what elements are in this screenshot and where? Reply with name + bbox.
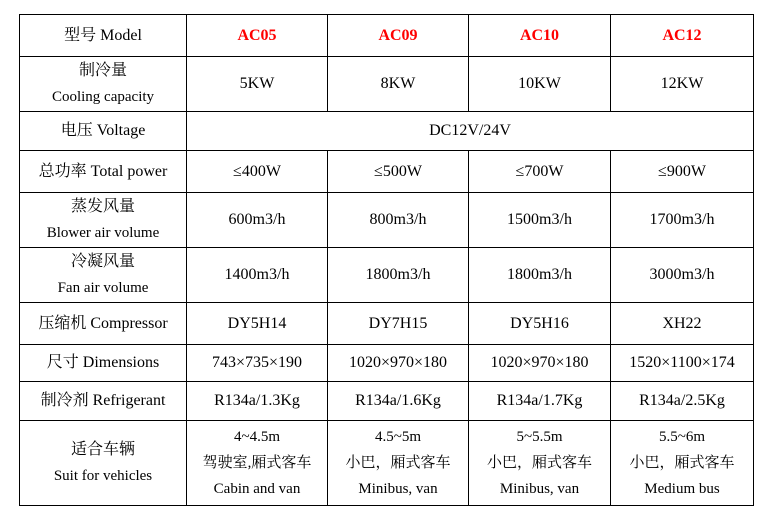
- dimensions-value-ac12: 1520×1100×174: [611, 345, 754, 382]
- power-value-ac12: ≤900W: [611, 151, 754, 193]
- cooling-row-label: [20, 57, 187, 112]
- vehicle-type-zh: 小巴，厢式客车: [486, 455, 592, 471]
- vehicle-size: 5~5.5m: [516, 429, 563, 445]
- vehicles-cell-ac10: [469, 421, 611, 506]
- compressor-row-label: 压缩机 Compressor: [20, 303, 187, 345]
- model-header-ac09: AC09: [328, 15, 469, 57]
- vehicles-cell-ac05: [187, 421, 328, 506]
- fan-value-ac05: 1400m3/h: [187, 248, 328, 303]
- dimensions-value-ac09: 1020×970×180: [328, 345, 469, 382]
- vehicle-type-en: Medium bus: [644, 481, 720, 497]
- dimensions-value-ac05: 743×735×190: [187, 345, 328, 382]
- table-row-voltage: [20, 112, 754, 151]
- cooling-value-ac10: 10KW: [469, 57, 611, 112]
- blower-row-label: [20, 193, 187, 248]
- fan-value-ac09: 1800m3/h: [328, 248, 469, 303]
- vehicle-type-zh: 小巴，厢式客车: [345, 455, 451, 471]
- vehicles-cell-ac09: [328, 421, 469, 506]
- power-value-ac05: ≤400W: [187, 151, 328, 193]
- table-row-suit-for-vehicles: [20, 421, 754, 506]
- voltage-row-label: 电压 Voltage: [20, 112, 187, 151]
- table-row-refrigerant: [20, 382, 754, 421]
- cooling-label-zh: 制冷量: [78, 62, 127, 79]
- table-row-cooling-capacity: [20, 57, 754, 112]
- vehicle-type-en: Minibus, van: [499, 481, 580, 497]
- vehicles-label-zh: 适合车辆: [70, 441, 135, 458]
- vehicle-size: 4.5~5m: [374, 429, 422, 445]
- vehicle-type-en: Minibus, van: [358, 481, 438, 497]
- vehicles-cell-ac12: [611, 421, 754, 506]
- cooling-value-ac09: 8KW: [328, 57, 469, 112]
- blower-value-ac10: 1500m3/h: [469, 193, 611, 248]
- fan-label-zh: 冷凝风量: [70, 253, 135, 270]
- table-row-total-power: [20, 151, 754, 193]
- cooling-value-ac05: 5KW: [187, 57, 328, 112]
- dimensions-value-ac10: 1020×970×180: [469, 345, 611, 382]
- compressor-value-ac05: DY5H14: [187, 303, 328, 345]
- voltage-merged-value: DC12V/24V: [187, 112, 754, 151]
- compressor-value-ac10: DY5H16: [469, 303, 611, 345]
- vehicles-label-en: Suit for vehicles: [53, 468, 153, 484]
- cooling-label-en: Cooling capacity: [51, 89, 155, 105]
- refrigerant-value-ac12: R134a/2.5Kg: [611, 382, 754, 421]
- power-value-ac10: ≤700W: [469, 151, 611, 193]
- blower-label-en: Blower air volume: [46, 225, 160, 241]
- refrigerant-value-ac10: R134a/1.7Kg: [469, 382, 611, 421]
- table-row-fan-air-volume: [20, 248, 754, 303]
- fan-value-ac12: 3000m3/h: [611, 248, 754, 303]
- table-row-dimensions: [20, 345, 754, 382]
- compressor-value-ac09: DY7H15: [328, 303, 469, 345]
- model-header-ac05: AC05: [187, 15, 328, 57]
- model-header-ac12: AC12: [611, 15, 754, 57]
- vehicle-size: 4~4.5m: [233, 429, 281, 445]
- table-row-model: [20, 15, 754, 57]
- vehicle-type-zh: 小巴，厢式客车: [629, 455, 735, 471]
- compressor-value-ac12: XH22: [611, 303, 754, 345]
- fan-row-label: [20, 248, 187, 303]
- blower-label-zh: 蒸发风量: [70, 198, 135, 215]
- model-row-label: 型号 Model: [20, 15, 187, 57]
- vehicles-row-label: [20, 421, 187, 506]
- vehicle-size: 5.5~6m: [658, 429, 706, 445]
- table-row-compressor: [20, 303, 754, 345]
- vehicle-type-en: Cabin and van: [213, 481, 301, 497]
- refrigerant-value-ac05: R134a/1.3Kg: [187, 382, 328, 421]
- fan-label-en: Fan air volume: [57, 280, 149, 296]
- fan-value-ac10: 1800m3/h: [469, 248, 611, 303]
- model-header-ac10: AC10: [469, 15, 611, 57]
- blower-value-ac09: 800m3/h: [328, 193, 469, 248]
- power-row-label: 总功率 Total power: [20, 151, 187, 193]
- vehicle-type-zh: 驾驶室,厢式客车: [202, 455, 312, 471]
- table-row-blower-air-volume: [20, 193, 754, 248]
- dimensions-row-label: 尺寸 Dimensions: [20, 345, 187, 382]
- ac-spec-table: [19, 14, 754, 506]
- blower-value-ac05: 600m3/h: [187, 193, 328, 248]
- refrigerant-row-label: 制冷剂 Refrigerant: [20, 382, 187, 421]
- cooling-value-ac12: 12KW: [611, 57, 754, 112]
- blower-value-ac12: 1700m3/h: [611, 193, 754, 248]
- power-value-ac09: ≤500W: [328, 151, 469, 193]
- refrigerant-value-ac09: R134a/1.6Kg: [328, 382, 469, 421]
